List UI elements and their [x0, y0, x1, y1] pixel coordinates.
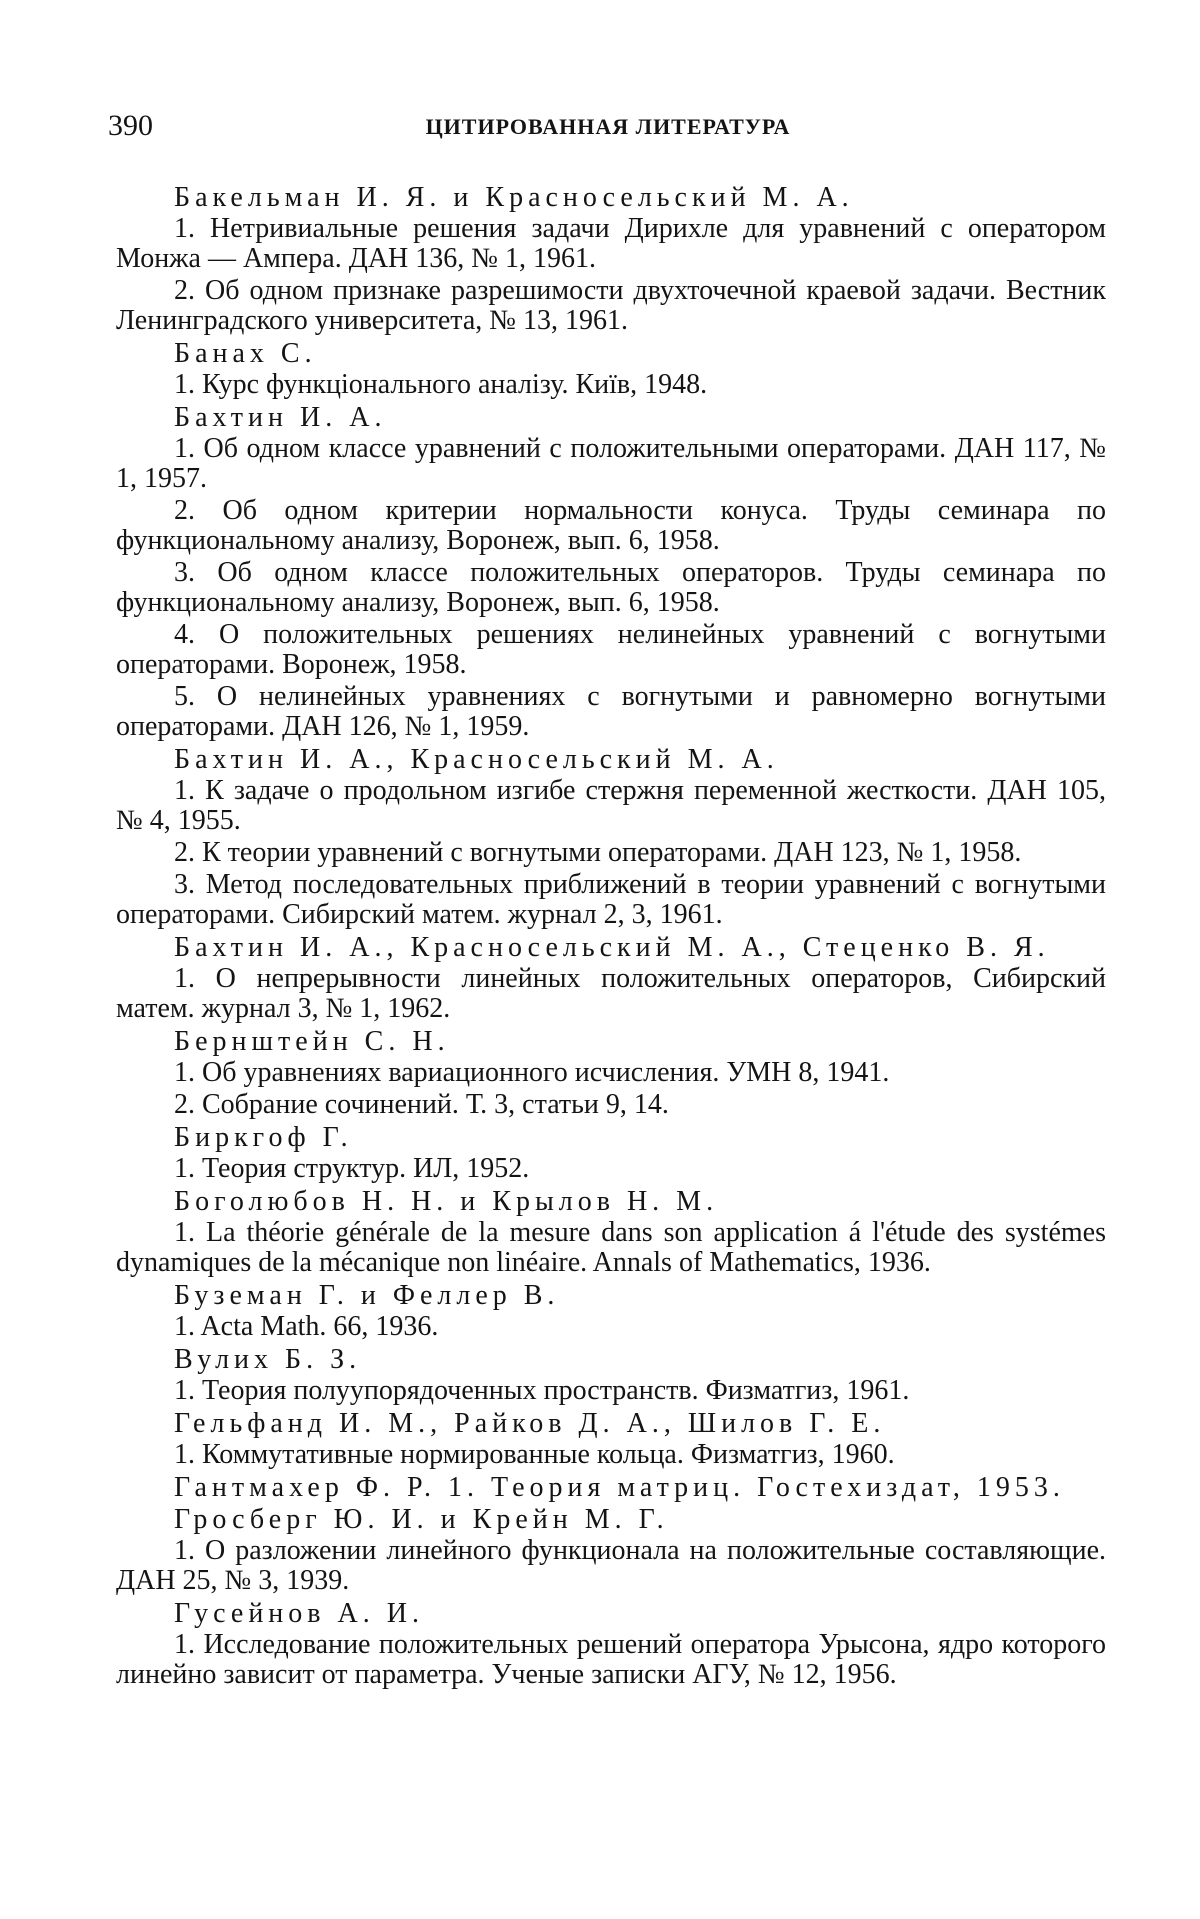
author-name: Вулих Б. З.	[174, 1344, 362, 1375]
page-header	[108, 108, 1108, 144]
reference-item: 1. Об одном классе уравнений с положительными операторами. ДАН 117, № 1, 1957.	[116, 433, 1106, 494]
author-name: Гусейнов А. И.	[174, 1598, 424, 1629]
author-name: Гантмахер Ф. Р.	[174, 1472, 437, 1503]
bibliography-entry	[116, 1280, 1106, 1342]
bibliography-entry	[116, 182, 1106, 336]
reference-item: 1. Коммутативные нормированные кольца. Физматгиз, 1960.	[174, 1439, 895, 1470]
author-name: Банах С.	[174, 338, 317, 369]
reference-inline: 1. Теория матриц. Гостехиздат, 1953.	[448, 1472, 1065, 1503]
reference-item: 3. Метод последовательных приближений в теории уравнений с вогнутыми операторами. Сибирский матем. журнал 2, 3, 1961.	[116, 869, 1106, 930]
reference-item: 2. Об одном критерии нормальности конуса. Труды семинара по функциональному анализу, Воронеж, вып. 6, 1958.	[116, 495, 1106, 556]
bibliography-entry	[116, 1408, 1106, 1470]
running-title: ЦИТИРОВАННАЯ ЛИТЕРАТУРА	[425, 114, 791, 139]
reference-item: 1. О разложении линейного функционала на положительные составляющие. ДАН 25, № 3, 1939.	[116, 1535, 1106, 1596]
author-name: Биркгоф Г.	[174, 1122, 353, 1153]
reference-item: 1. Теория полуупорядоченных пространств. Физматгиз, 1961.	[174, 1375, 910, 1406]
bibliography-entry	[116, 1122, 1106, 1184]
bibliography-entry	[116, 1026, 1106, 1120]
bibliography-entry	[116, 744, 1106, 930]
spacer	[436, 1472, 448, 1503]
bibliography-entry	[116, 338, 1106, 400]
reference-item: 1. Нетривиальные решения задачи Дирихле для уравнений с оператором Монжа — Ампера. ДАН 136, № 1, 1961.	[116, 213, 1106, 274]
bibliography-entry	[116, 402, 1106, 742]
reference-item: 3. Об одном классе положительных операторов. Труды семинара по функциональному анализу, Воронеж, вып. 6, 1958.	[116, 557, 1106, 618]
author-name: Гельфанд И. М., Райков Д. А., Шилов Г. Е.	[174, 1408, 886, 1439]
bibliography-entry	[116, 1186, 1106, 1278]
bibliography-list	[116, 182, 1106, 1692]
reference-item: 5. О нелинейных уравнениях с вогнутыми и равномерно вогнутыми операторами. ДАН 126, № 1, 1959.	[116, 681, 1106, 742]
author-name: Бахтин И. А., Красносельский М. А., Стеценко В. Я.	[174, 932, 1050, 963]
reference-item: 4. О положительных решениях нелинейных уравнений с вогнутыми операторами. Воронеж, 1958.	[116, 619, 1106, 680]
author-name: Бакельман И. Я. и Красносельский М. А.	[174, 182, 854, 213]
reference-item: 1. La théorie générale de la mesure dans son application á l'étude des systémes dynamiques de la mécanique non linéaire. Annals of Mathematics, 1936.	[116, 1217, 1106, 1278]
reference-item: 2. Собрание сочинений. Т. 3, статьи 9, 14.	[174, 1089, 669, 1120]
reference-item: 1. Теория структур. ИЛ, 1952.	[174, 1153, 530, 1184]
reference-item: 1. Исследование положительных решений оператора Урысона, ядро которого линейно зависит от параметра. Ученые записки АГУ, № 12, 1956.	[116, 1629, 1106, 1690]
author-name: Буземан Г. и Феллер В.	[174, 1280, 560, 1311]
reference-item: 2. К теории уравнений с вогнутыми операторами. ДАН 123, № 1, 1958.	[174, 837, 1022, 868]
bibliography-entry	[116, 1598, 1106, 1690]
reference-item: 1. Курс функціонального аналізу. Київ, 1948.	[174, 369, 708, 400]
author-name: Бернштейн С. Н.	[174, 1026, 450, 1057]
bibliography-entry	[116, 1344, 1106, 1406]
author-line	[116, 1472, 1106, 1504]
bibliography-entry	[116, 932, 1106, 1024]
author-name: Бахтин И. А.	[174, 402, 387, 433]
reference-item: 1. Acta Math. 66, 1936.	[174, 1311, 439, 1342]
author-name: Гросберг Ю. И. и Крейн М. Г.	[174, 1504, 669, 1535]
reference-item: 1. О непрерывности линейных положительных операторов, Сибирский матем. журнал 3, № 1, 1962.	[116, 963, 1106, 1024]
bibliography-entry	[116, 1504, 1106, 1596]
author-name: Бахтин И. А., Красносельский М. А.	[174, 744, 779, 775]
reference-item: 2. Об одном признаке разрешимости двухточечной краевой задачи. Вестник Ленинградского университета, № 13, 1961.	[116, 275, 1106, 336]
reference-item: 1. К задаче о продольном изгибе стержня переменной жесткости. ДАН 105, № 4, 1955.	[116, 775, 1106, 836]
author-name: Боголюбов Н. Н. и Крылов Н. М.	[174, 1186, 719, 1217]
bibliography-entry	[116, 1472, 1106, 1504]
reference-item: 1. Об уравнениях вариационного исчисления. УМН 8, 1941.	[174, 1057, 890, 1088]
page-number: 390	[108, 109, 153, 142]
